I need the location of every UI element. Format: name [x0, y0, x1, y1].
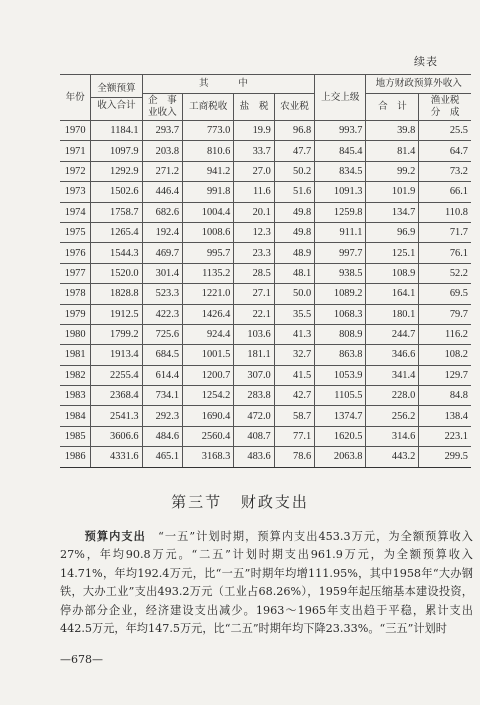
cell-year: 1985	[60, 426, 91, 446]
cell-salt: 283.8	[234, 386, 274, 406]
cell-salt: 12.3	[234, 222, 274, 242]
cell-year: 1984	[60, 406, 91, 426]
table-row	[60, 202, 471, 222]
header-year: 年份	[60, 75, 91, 121]
header-enterprise-line1: 企 事	[147, 95, 177, 106]
cell-ind_com: 1200.7	[183, 365, 234, 385]
header-remitted-upward: 上交上级	[315, 75, 366, 121]
cell-subtotal: 99.2	[366, 161, 419, 181]
header-fishery-line2: 分 成	[430, 107, 460, 118]
cell-subtotal: 96.9	[366, 222, 419, 242]
table-row	[60, 304, 471, 324]
header-fishery-line1: 渔业税	[430, 95, 460, 106]
table-row	[60, 263, 471, 283]
header-total-line1: 全额预算	[97, 83, 136, 94]
cell-enterprise: 203.8	[142, 141, 182, 161]
cell-enterprise: 293.7	[142, 121, 182, 141]
table-row	[60, 324, 471, 344]
cell-total: 2368.4	[91, 386, 142, 406]
cell-agri: 42.7	[274, 386, 314, 406]
table-body	[60, 121, 471, 468]
cell-total: 1758.7	[91, 202, 142, 222]
cell-subtotal: 341.4	[366, 365, 419, 385]
cell-ind_com: 924.4	[183, 324, 234, 344]
cell-fishery: 110.8	[419, 202, 471, 222]
table-row	[60, 121, 471, 141]
table-row	[60, 243, 471, 263]
cell-subtotal: 101.9	[366, 182, 419, 202]
cell-enterprise: 484.6	[142, 426, 182, 446]
cell-year: 1975	[60, 222, 91, 242]
cell-salt: 28.5	[234, 263, 274, 283]
cell-fishery: 108.2	[419, 345, 471, 365]
cell-salt: 181.1	[234, 345, 274, 365]
cell-salt: 103.6	[234, 324, 274, 344]
cell-remit: 808.9	[315, 324, 366, 344]
cell-year: 1980	[60, 324, 91, 344]
cell-enterprise: 734.1	[142, 386, 182, 406]
page-number: —678—	[60, 653, 103, 666]
cell-year: 1971	[60, 141, 91, 161]
cell-agri: 48.1	[274, 263, 314, 283]
cell-enterprise: 725.6	[142, 324, 182, 344]
cell-remit: 1053.9	[315, 365, 366, 385]
header-total-line2: 收入合计	[91, 97, 141, 112]
cell-enterprise: 469.7	[142, 243, 182, 263]
cell-remit: 997.7	[315, 243, 366, 263]
cell-agri: 51.6	[274, 182, 314, 202]
cell-ind_com: 991.8	[183, 182, 234, 202]
cell-fishery: 69.5	[419, 284, 471, 304]
header-subtotal: 合 计	[366, 94, 419, 121]
cell-remit: 1105.5	[315, 386, 366, 406]
cell-enterprise: 292.3	[142, 406, 182, 426]
cell-fishery: 129.7	[419, 365, 471, 385]
cell-agri: 35.5	[274, 304, 314, 324]
cell-remit: 1068.3	[315, 304, 366, 324]
header-fishery-tax	[419, 94, 471, 121]
cell-subtotal: 164.1	[366, 284, 419, 304]
header-of-which: 其 中	[142, 75, 315, 94]
cell-salt: 22.1	[234, 304, 274, 324]
cell-agri: 41.5	[274, 365, 314, 385]
cell-ind_com: 3168.3	[183, 447, 234, 467]
cell-enterprise: 446.4	[142, 182, 182, 202]
cell-subtotal: 39.8	[366, 121, 419, 141]
cell-ind_com: 1004.4	[183, 202, 234, 222]
cell-remit: 834.5	[315, 161, 366, 181]
cell-fishery: 71.7	[419, 222, 471, 242]
cell-year: 1970	[60, 121, 91, 141]
cell-remit: 911.1	[315, 222, 366, 242]
cell-fishery: 66.1	[419, 182, 471, 202]
cell-ind_com: 2560.4	[183, 426, 234, 446]
header-agricultural-tax: 农业税	[274, 94, 314, 121]
cell-ind_com: 1254.2	[183, 386, 234, 406]
cell-enterprise: 465.1	[142, 447, 182, 467]
header-enterprise-line2: 业收入	[147, 107, 177, 118]
cell-year: 1977	[60, 263, 91, 283]
cell-subtotal: 180.1	[366, 304, 419, 324]
table-row	[60, 222, 471, 242]
cell-ind_com: 810.6	[183, 141, 234, 161]
table-row	[60, 386, 471, 406]
cell-subtotal: 228.0	[366, 386, 419, 406]
cell-agri: 47.7	[274, 141, 314, 161]
cell-year: 1972	[60, 161, 91, 181]
cell-enterprise: 523.3	[142, 284, 182, 304]
cell-agri: 32.7	[274, 345, 314, 365]
section-heading	[0, 491, 480, 512]
cell-ind_com: 1221.0	[183, 284, 234, 304]
table-row	[60, 284, 471, 304]
header-industrial-commercial-tax: 工商税收	[183, 94, 234, 121]
cell-salt: 27.1	[234, 284, 274, 304]
cell-total: 1912.5	[91, 304, 142, 324]
cell-year: 1978	[60, 284, 91, 304]
cell-agri: 49.8	[274, 202, 314, 222]
cell-salt: 408.7	[234, 426, 274, 446]
cell-fishery: 73.2	[419, 161, 471, 181]
cell-total: 1502.6	[91, 182, 142, 202]
cell-agri: 58.7	[274, 406, 314, 426]
cell-year: 1974	[60, 202, 91, 222]
cell-subtotal: 314.6	[366, 426, 419, 446]
cell-agri: 49.8	[274, 222, 314, 242]
cell-total: 4331.6	[91, 447, 142, 467]
table-row	[60, 426, 471, 446]
table-row	[60, 161, 471, 181]
cell-fishery: 52.2	[419, 263, 471, 283]
cell-total: 1097.9	[91, 141, 142, 161]
paragraph-lead: 预算内支出	[84, 529, 146, 543]
cell-salt: 20.1	[234, 202, 274, 222]
cell-year: 1976	[60, 243, 91, 263]
cell-subtotal: 443.2	[366, 447, 419, 467]
cell-remit: 845.4	[315, 141, 366, 161]
cell-agri: 96.8	[274, 121, 314, 141]
table-row	[60, 182, 471, 202]
cell-remit: 993.7	[315, 121, 366, 141]
cell-ind_com: 1008.6	[183, 222, 234, 242]
cell-total: 2541.3	[91, 406, 142, 426]
cell-fishery: 25.5	[419, 121, 471, 141]
cell-agri: 48.9	[274, 243, 314, 263]
cell-total: 1520.0	[91, 263, 142, 283]
cell-year: 1981	[60, 345, 91, 365]
cell-remit: 1089.2	[315, 284, 366, 304]
table-row	[60, 406, 471, 426]
table-header	[60, 75, 471, 121]
cell-remit: 1091.3	[315, 182, 366, 202]
cell-ind_com: 1426.4	[183, 304, 234, 324]
cell-subtotal: 244.7	[366, 324, 419, 344]
cell-salt: 19.9	[234, 121, 274, 141]
cell-remit: 2063.8	[315, 447, 366, 467]
cell-enterprise: 192.4	[142, 222, 182, 242]
cell-fishery: 116.2	[419, 324, 471, 344]
cell-agri: 50.2	[274, 161, 314, 181]
body-paragraph	[60, 527, 473, 638]
cell-enterprise: 301.4	[142, 263, 182, 283]
cell-subtotal: 125.1	[366, 243, 419, 263]
fiscal-revenue-table	[60, 74, 471, 468]
cell-ind_com: 1001.5	[183, 345, 234, 365]
cell-salt: 307.0	[234, 365, 274, 385]
cell-total: 3606.6	[91, 426, 142, 446]
cell-subtotal: 134.7	[366, 202, 419, 222]
cell-fishery: 299.5	[419, 447, 471, 467]
cell-total: 1913.4	[91, 345, 142, 365]
cell-total: 1828.8	[91, 284, 142, 304]
section-number: 第三节	[171, 493, 223, 511]
cell-fishery: 223.1	[419, 426, 471, 446]
cell-total: 2255.4	[91, 365, 142, 385]
cell-remit: 938.5	[315, 263, 366, 283]
cell-enterprise: 271.2	[142, 161, 182, 181]
cell-total: 1292.9	[91, 161, 142, 181]
cell-year: 1973	[60, 182, 91, 202]
cell-total: 1544.3	[91, 243, 142, 263]
cell-salt: 27.0	[234, 161, 274, 181]
cell-year: 1986	[60, 447, 91, 467]
cell-ind_com: 995.7	[183, 243, 234, 263]
cell-ind_com: 773.0	[183, 121, 234, 141]
header-local-extra-budget: 地方财政预算外收入	[366, 75, 471, 94]
table-row	[60, 345, 471, 365]
cell-fishery: 84.8	[419, 386, 471, 406]
cell-fishery: 76.1	[419, 243, 471, 263]
cell-fishery: 138.4	[419, 406, 471, 426]
paragraph-text: “一五”计划时期，预算内支出453.3万元，为全额预算收入27%，年均90.8万元。“二五”计划时期支出961.9万元，为全额预算收入14.71%，年均192.4万元，比“一五”时期年均增111.95%，其中1958年“大办钢铁，大办工业”支出493.2万元（工业占68.26%），1959年起压缩基本建设投资，停办部分企业，经济建设支出减少。1963～1965年支出趋于平稳，累计支出442.5万元，年均147.5万元，比“二五”时期年均下降23.33%。“三五”计划时	[60, 530, 473, 636]
cell-remit: 1259.8	[315, 202, 366, 222]
table-row	[60, 141, 471, 161]
cell-agri: 50.0	[274, 284, 314, 304]
cell-ind_com: 941.2	[183, 161, 234, 181]
cell-enterprise: 684.5	[142, 345, 182, 365]
cell-ind_com: 1135.2	[183, 263, 234, 283]
cell-salt: 472.0	[234, 406, 274, 426]
cell-year: 1979	[60, 304, 91, 324]
cell-agri: 41.3	[274, 324, 314, 344]
cell-salt: 483.6	[234, 447, 274, 467]
cell-fishery: 79.7	[419, 304, 471, 324]
cell-year: 1982	[60, 365, 91, 385]
cell-remit: 863.8	[315, 345, 366, 365]
cell-total: 1184.1	[91, 121, 142, 141]
cell-enterprise: 422.3	[142, 304, 182, 324]
cell-salt: 33.7	[234, 141, 274, 161]
cell-agri: 78.6	[274, 447, 314, 467]
cell-subtotal: 346.6	[366, 345, 419, 365]
cell-remit: 1620.5	[315, 426, 366, 446]
cell-ind_com: 1690.4	[183, 406, 234, 426]
cell-enterprise: 614.4	[142, 365, 182, 385]
section-title: 财政支出	[240, 493, 309, 511]
cell-subtotal: 81.4	[366, 141, 419, 161]
cell-enterprise: 682.6	[142, 202, 182, 222]
cell-fishery: 64.7	[419, 141, 471, 161]
cell-salt: 11.6	[234, 182, 274, 202]
cell-remit: 1374.7	[315, 406, 366, 426]
header-total-budget-revenue	[91, 75, 142, 121]
header-salt-tax: 盐 税	[234, 94, 274, 121]
cell-total: 1799.2	[91, 324, 142, 344]
cell-agri: 77.1	[274, 426, 314, 446]
cell-total: 1265.4	[91, 222, 142, 242]
cell-year: 1983	[60, 386, 91, 406]
cell-subtotal: 256.2	[366, 406, 419, 426]
header-enterprise-revenue	[142, 94, 182, 121]
table-row	[60, 447, 471, 467]
cell-salt: 23.3	[234, 243, 274, 263]
cell-subtotal: 108.9	[366, 263, 419, 283]
table-row	[60, 365, 471, 385]
continued-table-label: 续表	[414, 55, 438, 68]
